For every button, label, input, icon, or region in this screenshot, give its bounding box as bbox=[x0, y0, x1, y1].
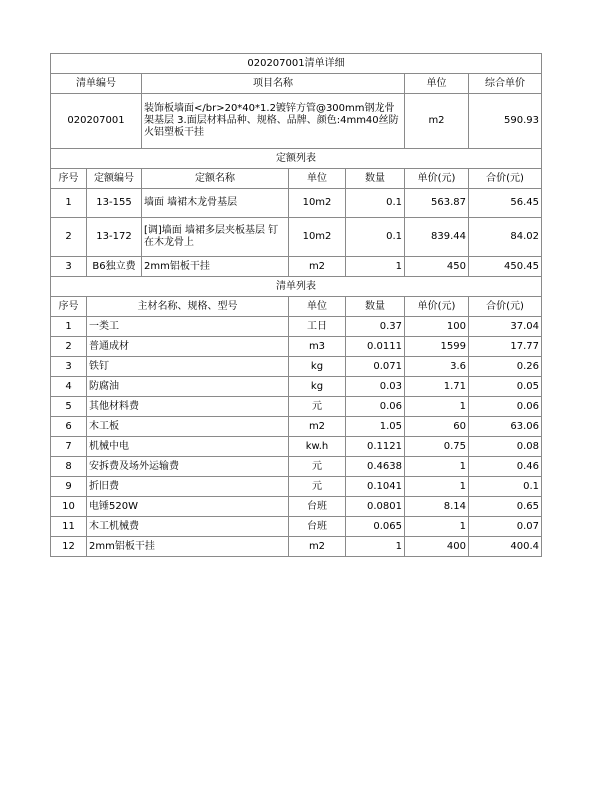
quota-row bbox=[51, 218, 542, 257]
material-unit: kg bbox=[289, 357, 346, 377]
material-qty: 0.071 bbox=[346, 357, 405, 377]
quota-unit-price: 563.87 bbox=[405, 189, 469, 218]
material-name: 普通成材 bbox=[87, 337, 289, 357]
bill-price: 590.93 bbox=[469, 94, 542, 149]
material-unit: 元 bbox=[289, 457, 346, 477]
quota-qty: 0.1 bbox=[346, 218, 405, 257]
material-total: 0.46 bbox=[469, 457, 542, 477]
material-name: 一类工 bbox=[87, 317, 289, 337]
material-row bbox=[51, 437, 542, 457]
quota-qty: 0.1 bbox=[346, 189, 405, 218]
material-no: 1 bbox=[51, 317, 87, 337]
quota-qty-header: 数量 bbox=[346, 169, 405, 189]
material-qty: 0.4638 bbox=[346, 457, 405, 477]
material-unit-price: 100 bbox=[405, 317, 469, 337]
material-total-header: 合价(元) bbox=[469, 297, 542, 317]
material-unit-price: 1 bbox=[405, 477, 469, 497]
material-qty: 0.0801 bbox=[346, 497, 405, 517]
material-unit: 台班 bbox=[289, 517, 346, 537]
material-name: 木工板 bbox=[87, 417, 289, 437]
material-qty: 0.37 bbox=[346, 317, 405, 337]
page-title: 020207001清单详细 bbox=[51, 54, 542, 74]
material-no: 4 bbox=[51, 377, 87, 397]
material-no: 10 bbox=[51, 497, 87, 517]
quota-unit: m2 bbox=[289, 257, 346, 277]
quota-row bbox=[51, 257, 542, 277]
material-row bbox=[51, 317, 542, 337]
bill-header-row bbox=[51, 74, 542, 94]
material-name: 机械中电 bbox=[87, 437, 289, 457]
material-qty: 0.0111 bbox=[346, 337, 405, 357]
material-no: 9 bbox=[51, 477, 87, 497]
material-name: 2mm铝板干挂 bbox=[87, 537, 289, 557]
material-total: 63.06 bbox=[469, 417, 542, 437]
quota-unit-header: 单位 bbox=[289, 169, 346, 189]
material-unit: m2 bbox=[289, 417, 346, 437]
material-qty: 0.1041 bbox=[346, 477, 405, 497]
material-total: 0.05 bbox=[469, 377, 542, 397]
material-unit-price: 3.6 bbox=[405, 357, 469, 377]
material-total: 37.04 bbox=[469, 317, 542, 337]
quota-unit-price-header: 单价(元) bbox=[405, 169, 469, 189]
material-qty-header: 数量 bbox=[346, 297, 405, 317]
material-unit: m2 bbox=[289, 537, 346, 557]
material-no: 5 bbox=[51, 397, 87, 417]
quota-total: 56.45 bbox=[469, 189, 542, 218]
material-row bbox=[51, 337, 542, 357]
material-unit: kg bbox=[289, 377, 346, 397]
material-qty: 0.1121 bbox=[346, 437, 405, 457]
material-row bbox=[51, 397, 542, 417]
bill-code: 020207001 bbox=[51, 94, 142, 149]
material-name: 折旧费 bbox=[87, 477, 289, 497]
quota-code: 13-155 bbox=[87, 189, 142, 218]
material-name: 防腐油 bbox=[87, 377, 289, 397]
quota-name-header: 定额名称 bbox=[142, 169, 289, 189]
quota-header-row bbox=[51, 169, 542, 189]
material-no: 7 bbox=[51, 437, 87, 457]
bill-name-header: 项目名称 bbox=[142, 74, 405, 94]
material-row bbox=[51, 377, 542, 397]
material-unit-price: 0.75 bbox=[405, 437, 469, 457]
quota-total: 450.45 bbox=[469, 257, 542, 277]
material-total: 0.26 bbox=[469, 357, 542, 377]
quota-unit: 10m2 bbox=[289, 189, 346, 218]
material-qty: 1 bbox=[346, 537, 405, 557]
material-total: 400.4 bbox=[469, 537, 542, 557]
material-qty: 1.05 bbox=[346, 417, 405, 437]
material-qty: 0.03 bbox=[346, 377, 405, 397]
material-total: 0.07 bbox=[469, 517, 542, 537]
material-unit-price: 1 bbox=[405, 397, 469, 417]
bill-price-header: 综合单价 bbox=[469, 74, 542, 94]
material-row bbox=[51, 417, 542, 437]
quota-no: 1 bbox=[51, 189, 87, 218]
bill-code-header: 清单编号 bbox=[51, 74, 142, 94]
material-header-row bbox=[51, 297, 542, 317]
material-total: 0.1 bbox=[469, 477, 542, 497]
material-no-header: 序号 bbox=[51, 297, 87, 317]
quota-name: 墙面 墙裙木龙骨基层 bbox=[142, 189, 289, 218]
material-unit-price: 8.14 bbox=[405, 497, 469, 517]
material-total: 0.06 bbox=[469, 397, 542, 417]
quota-unit-price: 839.44 bbox=[405, 218, 469, 257]
material-unit-price: 1.71 bbox=[405, 377, 469, 397]
material-total: 17.77 bbox=[469, 337, 542, 357]
quota-unit: 10m2 bbox=[289, 218, 346, 257]
quota-code-header: 定额编号 bbox=[87, 169, 142, 189]
material-no: 2 bbox=[51, 337, 87, 357]
quota-total-header: 合价(元) bbox=[469, 169, 542, 189]
material-qty: 0.065 bbox=[346, 517, 405, 537]
material-unit-price: 60 bbox=[405, 417, 469, 437]
material-unit-price-header: 单价(元) bbox=[405, 297, 469, 317]
quota-no: 3 bbox=[51, 257, 87, 277]
material-no: 11 bbox=[51, 517, 87, 537]
material-name-header: 主材名称、规格、型号 bbox=[87, 297, 289, 317]
material-no: 6 bbox=[51, 417, 87, 437]
quota-section-title: 定额列表 bbox=[51, 149, 542, 169]
quota-qty: 1 bbox=[346, 257, 405, 277]
material-unit: m3 bbox=[289, 337, 346, 357]
material-unit-price: 400 bbox=[405, 537, 469, 557]
bill-unit-header: 单位 bbox=[405, 74, 469, 94]
material-row bbox=[51, 517, 542, 537]
material-unit-header: 单位 bbox=[289, 297, 346, 317]
quota-code: 13-172 bbox=[87, 218, 142, 257]
material-row bbox=[51, 537, 542, 557]
material-unit: 台班 bbox=[289, 497, 346, 517]
material-no: 8 bbox=[51, 457, 87, 477]
quota-total: 84.02 bbox=[469, 218, 542, 257]
material-name: 其他材料费 bbox=[87, 397, 289, 417]
material-unit: 元 bbox=[289, 397, 346, 417]
material-section-title: 清单列表 bbox=[51, 277, 542, 297]
quota-row bbox=[51, 189, 542, 218]
material-unit-price: 1 bbox=[405, 457, 469, 477]
quota-no-header: 序号 bbox=[51, 169, 87, 189]
material-total: 0.65 bbox=[469, 497, 542, 517]
material-unit: kw.h bbox=[289, 437, 346, 457]
quota-name: [调]墙面 墙裙多层夹板基层 钉在木龙骨上 bbox=[142, 218, 289, 257]
bill-row bbox=[51, 94, 542, 149]
material-qty: 0.06 bbox=[346, 397, 405, 417]
material-row bbox=[51, 497, 542, 517]
bill-unit: m2 bbox=[405, 94, 469, 149]
material-unit: 元 bbox=[289, 477, 346, 497]
material-unit-price: 1599 bbox=[405, 337, 469, 357]
material-row bbox=[51, 457, 542, 477]
material-name: 安拆费及场外运输费 bbox=[87, 457, 289, 477]
material-row bbox=[51, 357, 542, 377]
quota-unit-price: 450 bbox=[405, 257, 469, 277]
material-unit-price: 1 bbox=[405, 517, 469, 537]
material-unit: 工日 bbox=[289, 317, 346, 337]
quota-name: 2mm铝板干挂 bbox=[142, 257, 289, 277]
bill-name: 装饰板墙面</br>20*40*1.2镀锌方管@300mm钢龙骨架基层 3.面层材料品种、规格、品牌、颜色:4mm40丝防火铝塑板干挂 bbox=[142, 94, 405, 149]
quota-no: 2 bbox=[51, 218, 87, 257]
material-total: 0.08 bbox=[469, 437, 542, 457]
material-name: 电锤520W bbox=[87, 497, 289, 517]
bill-detail-table bbox=[50, 53, 542, 557]
material-row bbox=[51, 477, 542, 497]
material-no: 12 bbox=[51, 537, 87, 557]
material-name: 木工机械费 bbox=[87, 517, 289, 537]
material-no: 3 bbox=[51, 357, 87, 377]
quota-code: B6独立费 bbox=[87, 257, 142, 277]
material-name: 铁钉 bbox=[87, 357, 289, 377]
